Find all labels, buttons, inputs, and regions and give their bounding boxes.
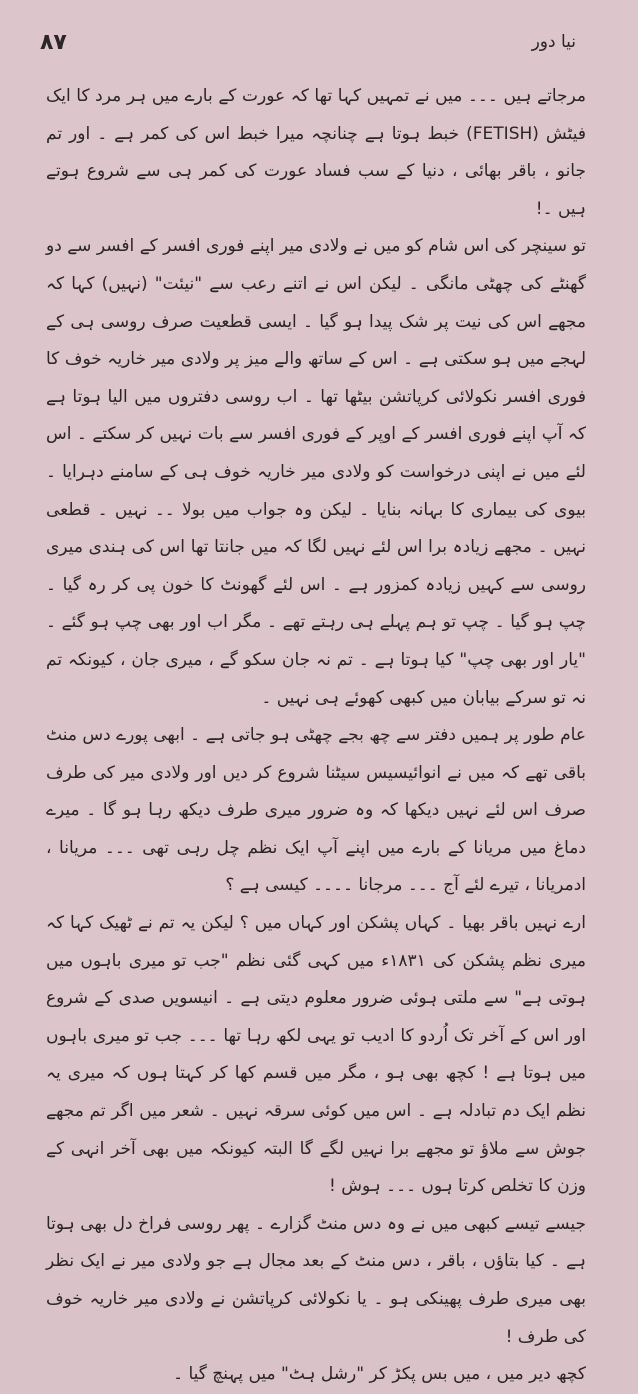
paragraph: مرجاتے ہیں ۔۔۔ میں نے تمہیں کہا تھا کہ عورت کے بارے میں ہر مرد کا ایک فیٹش (FETISH) خبط ہوتا ہے چنانچہ میرا خبط اس کی کمر ہے ۔ اور تم جانو ، باقر بھائی ، دنیا کے سب فساد عورت کی کمر ہی سے شروع ہوتے ہیں ۔!	[46, 86, 586, 219]
paragraph: جیسے تیسے کبھی میں نے وہ دس منٹ گزارے ۔ پھر روسی فراخ دل بھی ہوتا ہے ۔ کیا بتاؤں ، باقر ، دس منٹ کے بعد مجال ہے جو ولادی میر نے ایک نظر بھی میری طرف پھینکی ہو ۔ یا نکولائی کرپاتشن نے ولادی میر خاریہ خوف کی طرف !	[46, 1213, 586, 1347]
paragraph: کچھ دیر میں ، میں بس پکڑ کر "رشل ہٹ" میں پہنچ گیا ۔	[173, 1364, 586, 1385]
paragraph: تو سینچر کی اس شام کو میں نے ولادی میر اپنے فوری افسر کے افسر سے دو گھنٹے کی چھٹی مانگی ۔ لیکن اس نے اتنے رعب سے "نیئت" (نہیں) کہا کہ مجھے اس کی نیت پر شک پیدا ہو گیا ۔ ایسی قطعیت صرف روسی ہی کے لہجے میں ہو سکتی ہے ۔ اس کے ساتھ والے میز پر ولادی میر خاریہ خوف کا فوری افسر نکولائی کرپاتشن بیٹھا تھا ۔ اب روسی دفتروں میں الیا ہوتا ہے کہ آپ اپنے فوری افسر کے اوپر کے فوری افسر سے بات نہیں کر سکتے ۔ اس لئے میں نے اپنی درخواست کو ولادی میر خاریہ خوف ہی کے سامنے دہرایا ۔ بیوی کی بیماری کا بہانہ بنایا ۔ لیکن وہ جواب میں بولا ۔۔ نہیں ۔ قطعی نہیں ۔ مجھے زیادہ برا اس لئے نہیں لگا کہ میں جانتا تھا اس کی ہندی میری روسی سے کہیں زیادہ کمزور ہے ۔ اس لئے گھونٹ کا خون پی کر رہ گیا ۔ چپ ہو گیا ۔ چپ تو ہم پہلے ہی رہتے تھے ۔ مگر اب اور بھی چپ ہو گئے ۔ "یار اور بھی چپ" کیا ہوتا ہے ۔ تم نہ جان سکو گے ، میری جان ، کیونکہ تم نہ تو سرکے بیابان میں کبھی کھوئے ہی نہیں ۔	[46, 236, 586, 708]
paragraph: عام طور پر ہمیں دفتر سے چھ بجے چھٹی ہو جاتی ہے ۔ ابھی پورے دس منٹ باقی تھے کہ میں نے انوائیسیس سیٹنا شروع کر دیں اور ولادی میر کی طرف صرف اس لئے نہیں دیکھا کہ وہ ضرور میری طرف دیکھ رہا ہو گا ۔ میرے دماغ میں مریانا کے بارے میں اپنے آپ ایک نظم چل رہی تھی ۔۔۔ مریانا ، ادمریانا ، تیرے لئے آج ۔۔۔ مرجانا ۔۔۔۔ کیسی ہے ؟	[46, 725, 586, 896]
running-head: نیا دور	[531, 32, 576, 52]
page-header	[40, 30, 576, 60]
page-number: ۸۷	[40, 30, 67, 55]
body-text	[46, 78, 586, 1394]
paragraph: ارے نہیں باقر بھیا ۔ کہاں پشکن اور کہاں میں ؟ لیکن یہ تم نے ٹھیک کہا کہ میری نظم پشکن کی ۱۸۳۱ء میں کہی گئی نظم "جب تو میری باہوں میں ہوتی ہے" سے ملتی ہوئی ضرور معلوم دیتی ہے ۔ انیسویں صدی کے شروع اور اس کے آخر تک اُردو کا ادیب تو یہی لکھ رہا تھا ۔۔۔ جب تو میری باہوں میں ہوتا ہے ! کچھ بھی ہو ، مگر میں قسم کھا کر کہتا ہوں کہ میری یہ نظم ایک دم تبادلہ ہے ۔ اس میں کوئی سرقہ نہیں ۔ شعر میں اگر تم مجھے جوش سے ملاؤ تو مجھے برا نہیں لگے گا البتہ کیونکہ میں بھی آخر انہی کے وزن کا تخلص کرتا ہوں ۔۔۔ ہوش !	[46, 913, 586, 1197]
